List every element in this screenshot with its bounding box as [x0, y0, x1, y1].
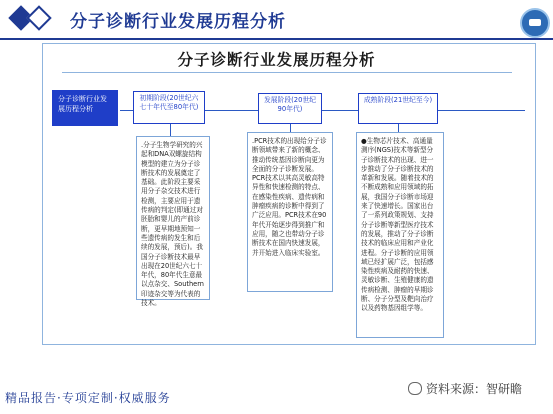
- source-watermark: 资料来源：智研瞻: [426, 382, 523, 396]
- footer-tagline: 精品报告·专项定制·权威服务: [5, 391, 171, 405]
- header-divider: [0, 38, 553, 40]
- header-bar: [0, 0, 553, 38]
- slide-title: 分子诊断行业发展历程分析: [177, 51, 376, 69]
- phase-initial: 初期阶段(20世纪六七十年代至80年代): [133, 91, 205, 124]
- wechat-icon: [408, 382, 422, 395]
- brand-logo-icon: [520, 8, 550, 38]
- header-title: 分子诊断行业发展历程分析: [70, 12, 286, 32]
- phase-initial-detail: .分子生物学研究的兴起和DNA双螺旋结构模型的建立为分子诊断技术的发展奠定了基础。此阶段主要采用分子杂交技术进行检测，主要应用于遗传病的判定(即通过对胚胎和婴儿的产前诊断，更早期地预知一些遗传病的发生和后续的发展，预后)。我国分子诊断技术最早出现在20世纪六七十年代，80年代生意最以点杂交、Southern印迹杂交等为代表的技术。: [136, 136, 210, 300]
- timeline-start-label: 分子诊断行业发展历程分析: [52, 90, 118, 126]
- phase-development: 发展阶段(20世纪90年代): [258, 93, 322, 124]
- phase-development-detail: .PCR技术的出现给分子诊断领域带来了新的概念、推动传统基因诊断向更为全面的分子诊断发展。PCR技术以其高灵敏高特异性和快速检测的特点、在感染性疾病、遗传病和肿瘤疾病的诊断中得到了广泛应用。PCR技术在90年代开始逐步得到推广和应用，随之也带动分子诊断技术在国内快速发展，并开始进入临床实验室。: [247, 132, 333, 292]
- phase-mature: 成熟阶段(21世纪至今): [358, 93, 438, 124]
- title-divider: [62, 72, 512, 73]
- phase-mature-detail: ●生物芯片技术、高通量测序(NGS)技术等新型分子诊断技术的出现、进一步推动了分子诊断技术的革新和发展。随着技术的不断成熟和应用领域的拓展，我国分子诊断市场迎来了快速增长。国家出台了一系列政策规划、支持分子诊断等新型医疗技术的发展，推动了分子诊断技术的临床应用和产业化进程。分子诊断的应用领域已经扩展广泛，包括感染性疾病及耐药的快速、灵敏诊断、生殖健康的遗传病检测、肿瘤的早期诊断、分子分型及靶向治疗以及药物基因组学等。: [356, 132, 444, 338]
- diamond-outline-icon: [26, 5, 51, 30]
